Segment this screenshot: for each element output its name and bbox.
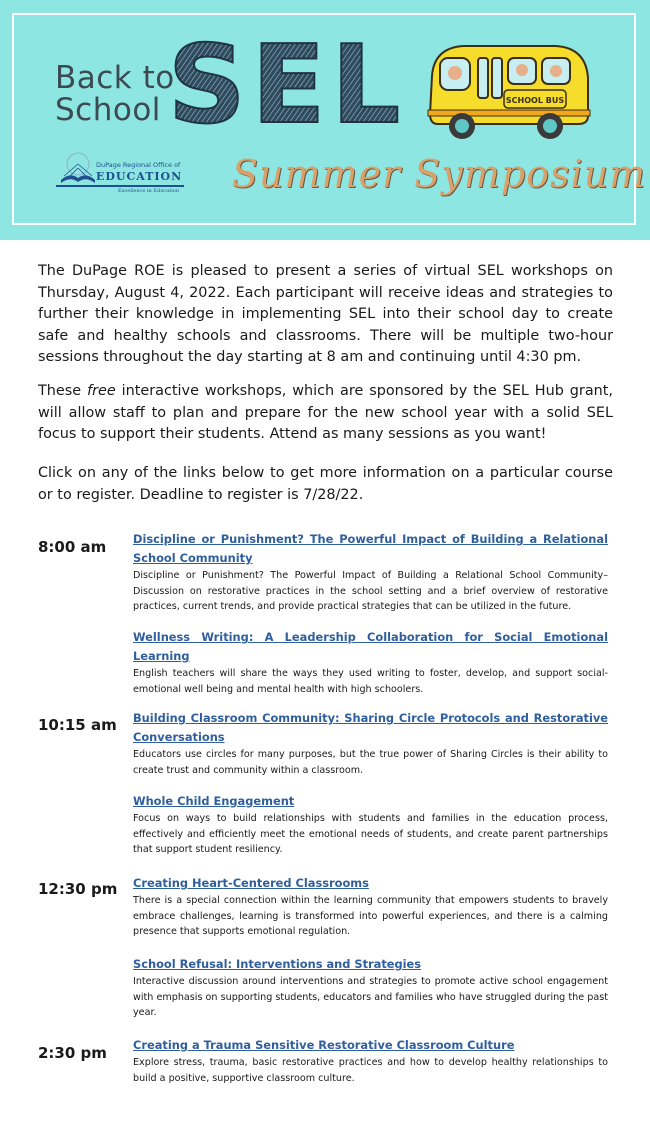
summer-symposium-title: Summer Symposium [232, 152, 647, 196]
session-description: Interactive discussion around interventions and strategies to promote active school engagement with emphasis on supporting students, educators and families who have struggled during the past year. [133, 976, 608, 1018]
session-description: Educators use circles for many purposes, but the true power of Sharing Circles is their ability to create trust and community within a classroom. [133, 749, 608, 776]
logo-rule [56, 185, 184, 187]
time-slot-label: 2:30 pm [38, 1044, 107, 1062]
time-slot-label: 12:30 pm [38, 880, 118, 898]
intro-p2-start: These [38, 383, 88, 399]
session-description: Discipline or Punishment? The Powerful Impact of Building a Relational School Community– Discussion on restorative practices in the school setting and a brief overview of restorative practices, current trends, and provide practical strategies that can be utilized in the future. [133, 570, 608, 612]
svg-text:SCHOOL BUS: SCHOOL BUS [505, 96, 565, 105]
session-link[interactable]: Creating Heart-Centered Classrooms [133, 876, 369, 890]
session-block [133, 955, 608, 1021]
time-slot-label: 8:00 am [38, 538, 107, 556]
logo-subtitle: DuPage Regional Office of [96, 161, 181, 169]
logo-title: EDUCATION [96, 170, 183, 183]
session-block [133, 792, 608, 858]
session-description: Explore stress, trauma, basic restorative practices and how to develop healthy relationships to build a positive, supportive classroom culture. [133, 1057, 608, 1084]
session-description: There is a special connection within the learning community that empowers students to bravely embrace challenges, learning is transformed into powerful experiences, and there is a calming presence that supports emotional regulation. [133, 895, 608, 937]
open-book-icon [58, 152, 98, 184]
logo-tagline: Excellence in Education [118, 188, 180, 194]
session-link[interactable]: Creating a Trauma Sensitive Restorative Classroom Culture [133, 1038, 515, 1052]
session-block [133, 1036, 608, 1086]
session-description: English teachers will share the ways they used writing to foster, develop, and support social-emotional well being and mental health with high schoolers. [133, 668, 608, 695]
intro-p2-end: interactive workshops, which are sponsored by the SEL Hub grant, will allow staff to plan and prepare for the new school year with a solid SEL focus to support their students. Attend as many sessions as you want! [38, 383, 613, 443]
session-block [133, 709, 608, 778]
session-description: Focus on ways to build relationships with students and families in the education process, effectively and efficiently meet the emotional needs of students, and create parent partnerships that support student resiliency. [133, 813, 608, 855]
session-link[interactable]: Whole Child Engagement [133, 794, 295, 808]
sel-title [167, 23, 407, 148]
intro-paragraph-2 [38, 381, 613, 446]
time-slot-label: 10:15 am [38, 716, 117, 734]
intro-paragraph-3: Click on any of the links below to get more information on a particular course or to register. Deadline to register is 7/28/22. [38, 465, 613, 503]
session-block [133, 530, 608, 615]
school-bus-illustration [418, 28, 598, 148]
back-to-school-heading: Back to School [55, 60, 175, 128]
svg-text:SEL: SEL [167, 23, 407, 148]
session-block [133, 628, 608, 697]
header-banner [0, 0, 650, 240]
session-link[interactable]: Wellness Writing: A Leadership Collaboration for Social Emotional Learning [133, 630, 608, 663]
intro-paragraph-1: The DuPage ROE is pleased to present a series of virtual SEL workshops on Thursday, August 4, 2022. Each participant will receive ideas and strategies to further their knowledge in implementing SEL into their school day to create safe and healthy schools and classrooms. There will be multiple two-hour sessions throughout the day starting at 8 am and continuing until 4:30 pm. [38, 263, 613, 366]
session-block [133, 874, 608, 940]
session-link[interactable]: School Refusal: Interventions and Strategies [133, 957, 422, 971]
intro-p2-italic: free [87, 383, 116, 399]
session-link[interactable]: Building Classroom Community: Sharing Circle Protocols and Restorative Conversations [133, 711, 608, 744]
dupage-roe-logo [56, 152, 186, 202]
session-link[interactable]: Discipline or Punishment? The Powerful Impact of Building a Relational School Community [133, 532, 608, 565]
